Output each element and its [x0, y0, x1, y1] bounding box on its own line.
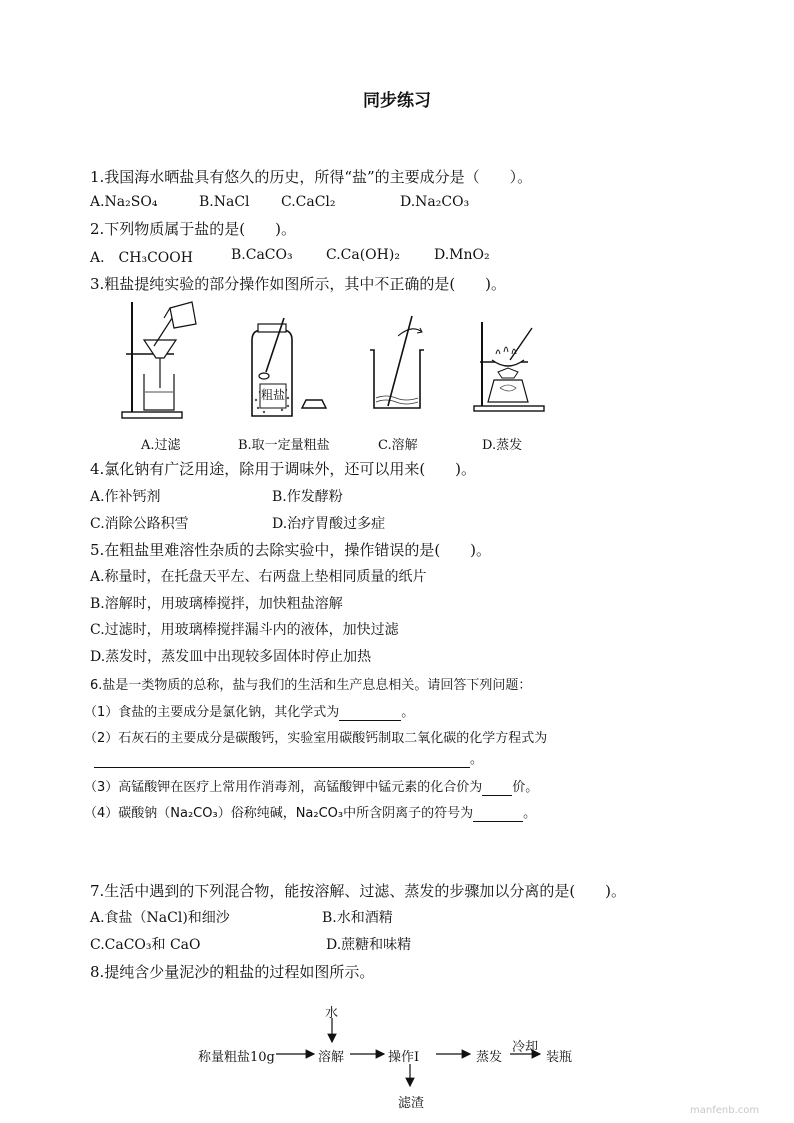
page-title: 同步练习: [363, 91, 431, 111]
q8-stem: 8.提纯含少量泥沙的粗盐的过程如图所示。: [90, 963, 375, 981]
q6-part4-end: 。: [523, 806, 537, 821]
q1-stem: 1.我国海水晒盐具有悠久的历史，所得“盐”的主要成分是（ ）。: [90, 168, 533, 186]
q7-option-a: A.食盐（NaCl)和细沙: [90, 910, 230, 926]
q4-stem: 4.氯化钠有广泛用途，除用于调味外，还可以用来( )。: [90, 460, 477, 478]
q6-part3-end: 价。: [512, 780, 539, 795]
caption-dissolve: C.溶解: [378, 438, 418, 453]
q6-part1-end: 。: [401, 705, 415, 720]
q6-part3-text: （3）高锰酸钾在医疗上常用作消毒剂，高锰酸钾中锰元素的化合价为: [84, 780, 483, 795]
q4-option-a: A.作补钙剂: [90, 489, 161, 505]
caption-filtration: A.过滤: [141, 438, 181, 453]
q2-option-a: A. CH₃COOH: [90, 250, 193, 266]
flow-operation-label: 操作I: [388, 1050, 420, 1065]
watermark: manfenb.com: [690, 1105, 760, 1116]
q2-stem: 2.下列物质属于盐的是( )。: [90, 220, 297, 238]
q2-option-c: C.Ca(OH)₂: [326, 247, 400, 263]
q1-option-b: B.NaCl: [199, 194, 250, 210]
caption-take-salt: B.取一定量粗盐: [238, 438, 330, 453]
q7-option-c: C.CaCO₃和 CaO: [90, 937, 201, 953]
q7-option-b: B.水和酒精: [322, 910, 393, 926]
q6-part2-end: 。: [470, 752, 484, 767]
q3-stem: 3.粗盐提纯实验的部分操作如图所示，其中不正确的是( )。: [90, 275, 507, 293]
q5-option-c: C.过滤时，用玻璃棒搅拌漏斗内的液体，加快过滤: [90, 622, 399, 638]
q2-option-b: B.CaCO₃: [231, 247, 293, 263]
flow-water-label: 水: [325, 1006, 339, 1021]
flow-residue-label: 滤渣: [398, 1096, 425, 1111]
q6-part1-text: （1）食盐的主要成分是氯化钠，其化学式为: [84, 705, 340, 720]
flow-bottle-label: 装瓶: [546, 1050, 573, 1065]
jar-label: 粗盐: [261, 388, 286, 402]
q1-option-d: D.Na₂CO₃: [400, 194, 470, 210]
q2-option-d: D.MnO₂: [434, 247, 490, 263]
q5-stem: 5.在粗盐里难溶性杂质的去除实验中，操作错误的是( )。: [90, 541, 492, 559]
q4-option-b: B.作发酵粉: [272, 489, 343, 505]
flow-cool-label: 冷却: [512, 1040, 539, 1055]
q5-option-b: B.溶解时，用玻璃棒搅拌，加快粗盐溶解: [90, 596, 343, 612]
caption-evaporate: D.蒸发: [482, 438, 523, 453]
q4-option-c: C.消除公路积雪: [90, 516, 189, 532]
flow-dissolve-label: 溶解: [318, 1050, 345, 1065]
q5-option-d: D.蒸发时，蒸发皿中出现较多固体时停止加热: [90, 649, 372, 665]
q7-option-d: D.蔗糖和味精: [326, 937, 412, 953]
q4-option-d: D.治疗胃酸过多症: [272, 516, 386, 532]
q6-part4-text: （4）碳酸钠（Na₂CO₃）俗称纯碱，Na₂CO₃中所含阴离子的符号为: [84, 806, 474, 821]
flow-evaporate-label: 蒸发: [476, 1050, 503, 1065]
q6-part2: （2）石灰石的主要成分是碳酸钙，实验室用碳酸钙制取二氧化碳的化学方程式为: [84, 731, 548, 746]
q6-stem: 6.盐是一类物质的总称，盐与我们的生活和生产息息相关。请回答下列问题：: [90, 678, 532, 693]
q7-stem: 7.生活中遇到的下列混合物，能按溶解、过滤、蒸发的步骤加以分离的是( )。: [90, 882, 627, 900]
flow-weigh-label: 称量粗盐10g: [198, 1050, 275, 1065]
q1-option-c: C.CaCl₂: [281, 194, 336, 210]
q5-option-a: A.称量时，在托盘天平左、右两盘上垫相同质量的纸片: [90, 569, 427, 585]
q1-option-a: A.Na₂SO₄: [90, 194, 158, 210]
